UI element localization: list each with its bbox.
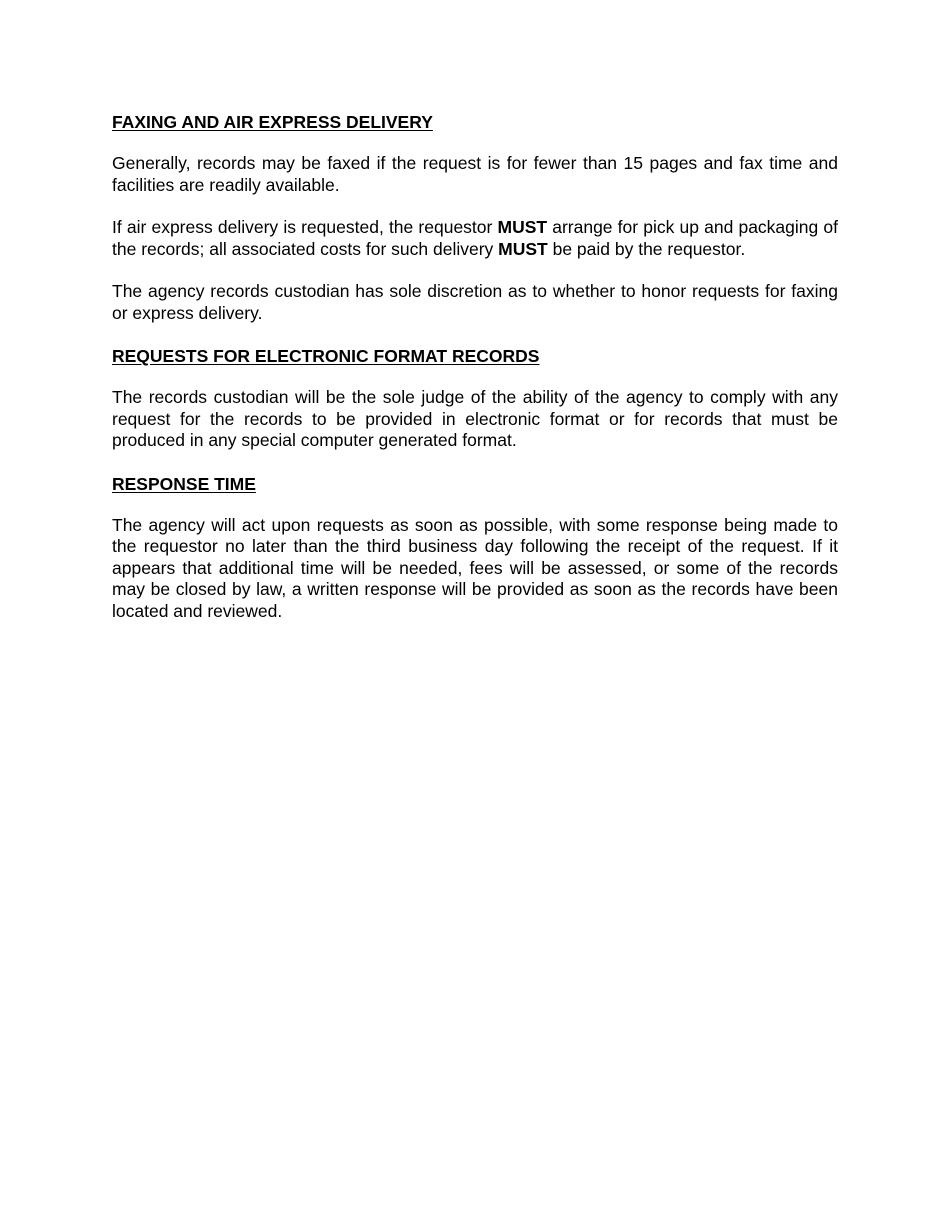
section-faxing <box>112 111 838 324</box>
section-heading: RESPONSE TIME <box>112 473 256 494</box>
emphasis-must: MUST <box>497 217 548 237</box>
paragraph-text: If air express delivery is requested, the requestor <box>112 217 498 237</box>
paragraph: The records custodian will be the sole judge of the ability of the agency to comply with any request for the records to be provided in electronic format or for records that must be produced in any special computer generated format. <box>112 387 838 450</box>
section-electronic-format <box>112 345 838 452</box>
emphasis-must: MUST <box>498 238 548 259</box>
paragraph <box>112 217 838 260</box>
paragraph: The agency records custodian has sole discretion as to whether to honor requests for faxing or express delivery. <box>112 281 838 323</box>
paragraph-text: arrange for pick up and packaging of the records; all associated costs for such delivery <box>112 217 838 259</box>
section-heading: FAXING AND AIR EXPRESS DELIVERY <box>112 112 433 132</box>
section-response-time <box>112 473 838 623</box>
paragraph-text: be paid by the requestor. <box>547 238 746 259</box>
document-page <box>112 111 838 643</box>
paragraph: Generally, records may be faxed if the request is for fewer than 15 pages and fax time and facilities are readily available. <box>112 153 838 195</box>
paragraph: The agency will act upon requests as soon as possible, with some response being made to the requestor no later than the third business day following the receipt of the request. If it appears that additional time will be needed, fees will be assessed, or some of the records may be closed by law, a written response will be provided as soon as the records have been located and reviewed. <box>112 514 838 621</box>
section-heading: REQUESTS FOR ELECTRONIC FORMAT RECORDS <box>112 346 540 366</box>
